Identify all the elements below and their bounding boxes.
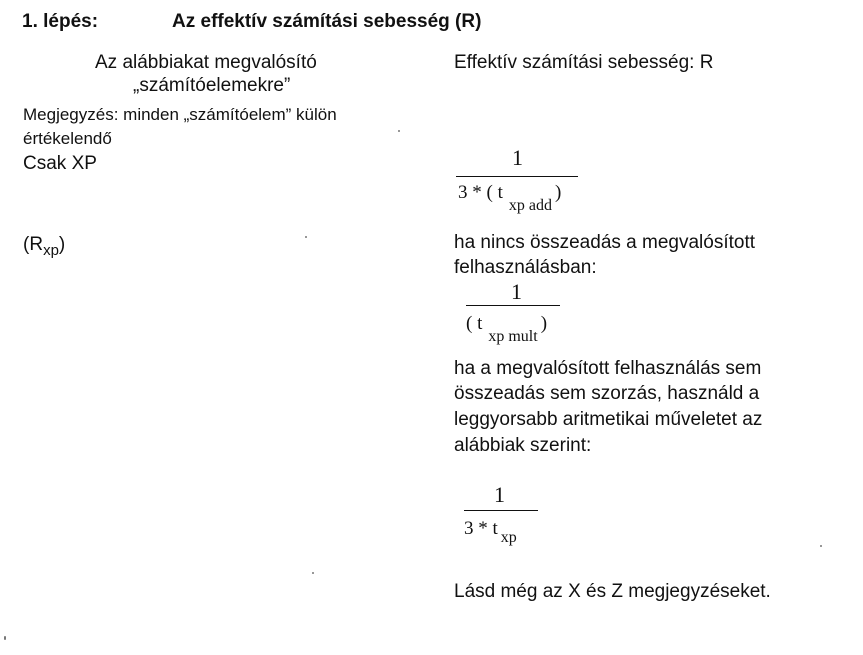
scan-speck bbox=[820, 545, 822, 547]
page-title: Az effektív számítási sebesség (R) bbox=[172, 11, 482, 32]
formula2-fraction-bar bbox=[466, 305, 560, 306]
condition2-line-2: összeadás sem szorzás, használd a bbox=[454, 383, 760, 404]
scan-speck bbox=[4, 636, 6, 640]
formula1-numerator: 1 bbox=[512, 145, 523, 170]
scan-speck bbox=[312, 572, 314, 574]
condition2-line-4: alábbiak szerint: bbox=[454, 435, 592, 456]
column-header: Effektív számítási sebesség: R bbox=[454, 52, 714, 73]
rxp-symbol: $(R_{xp})$ bbox=[23, 234, 66, 259]
condition1-line-2: felhasználásban: bbox=[454, 257, 597, 278]
formula3-fraction-bar bbox=[464, 510, 538, 511]
formula2-denominator: ( $t_{xp mult}$) bbox=[466, 313, 548, 345]
formula1-fraction-bar bbox=[456, 176, 578, 177]
intro-line-1: Az alábbiakat megvalósító bbox=[95, 52, 317, 73]
formula3-denominator: 3 * t $_{xp}$ bbox=[464, 518, 517, 546]
step-label: 1. lépés: bbox=[22, 11, 99, 32]
note-line-1: Megjegyzés: minden „számítóelem” külön bbox=[23, 105, 337, 124]
condition1-line-1: ha nincs összeadás a megvalósított bbox=[454, 232, 756, 253]
scan-speck bbox=[398, 130, 400, 132]
condition2-line-3: leggyorsabb aritmetikai műveletet az bbox=[454, 409, 763, 430]
scan-speck bbox=[305, 236, 307, 238]
footer-note: Lásd még az X és Z megjegyzéseket. bbox=[454, 581, 771, 602]
note-line-2: értékelendő bbox=[23, 129, 112, 148]
formula3-numerator: 1 bbox=[494, 482, 505, 507]
case-label: Csak XP bbox=[23, 153, 97, 174]
condition2-line-1: ha a megvalósított felhasználás sem bbox=[454, 358, 762, 379]
formula1-denominator: 3 * ( $t_{xp add}$) bbox=[458, 182, 562, 214]
formula2-numerator: 1 bbox=[511, 279, 522, 304]
intro-line-2: „számítóelemekre” bbox=[133, 75, 291, 96]
